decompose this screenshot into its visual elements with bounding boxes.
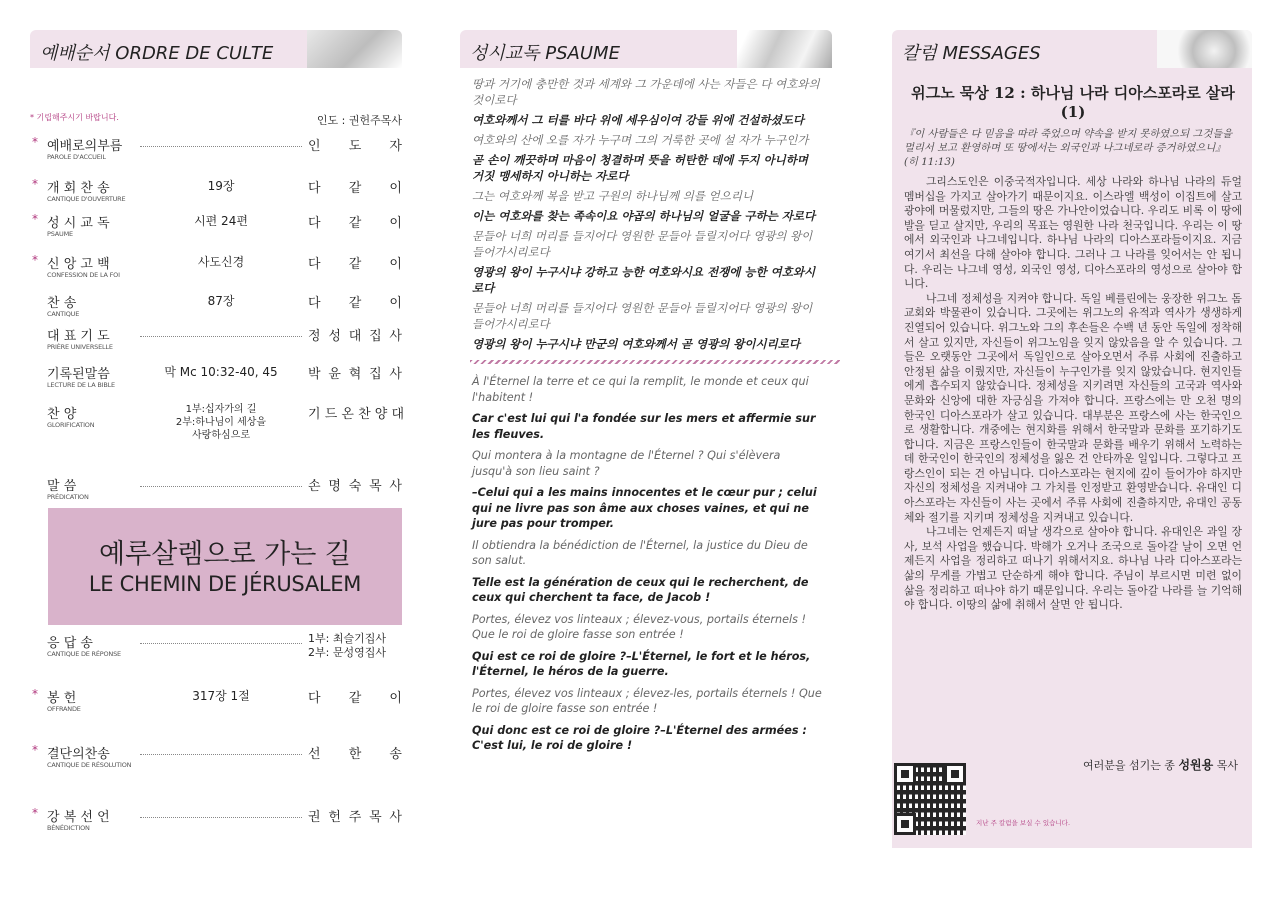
order-item-french: CONFESSION DE LA FOI xyxy=(47,271,120,279)
psalm-korean xyxy=(460,68,832,352)
order-item-french: PRIÈRE UNIVERSELLE xyxy=(47,343,113,351)
psalm-verse-leader: Qui montera à la montagne de l'Éternel ? Qui s'élèvera jusqu'à son lieu saint ? xyxy=(472,449,781,478)
sermon-title-banner xyxy=(48,508,402,625)
stand-star-icon: * xyxy=(32,135,38,149)
qr-corner xyxy=(894,813,916,835)
order-item-name: 신 앙 고 백 xyxy=(47,257,110,272)
psaume-header-title: 성시교독 PSAUME xyxy=(470,43,620,64)
book-photo-image xyxy=(737,30,832,68)
qr-note: 지난 주 칼럼을 보실 수 있습니다. xyxy=(976,819,1071,827)
messages-column xyxy=(892,30,1252,848)
psaume-column xyxy=(460,30,832,760)
order-item-person: 다 같 이 xyxy=(308,257,402,272)
psalm-verse-leader: À l'Éternel la terre et ce qui la remplit, le monde et ceux qui l'habitent ! xyxy=(472,375,809,404)
messages-header-title: 칼럼 MESSAGES xyxy=(902,43,1041,64)
order-item-person: 다 같 이 xyxy=(308,181,402,196)
stand-star-icon: * xyxy=(32,253,38,267)
messages-header xyxy=(892,30,1252,68)
order-item-detail: 19장 xyxy=(140,177,302,194)
psalm-verse-leader: Portes, élevez vos linteaux ; élevez-les, portails éternels ! Que le roi de gloire fasse son entrée ! xyxy=(472,686,822,715)
order-item-french: PRÉDICATION xyxy=(47,493,89,501)
psalm-verse-leader: 그는 여호와께 복을 받고 구원의 하나님께 의를 얻으리니 xyxy=(472,189,754,203)
order-item-french: CANTIQUE DE RÉSOLUTION xyxy=(47,761,132,769)
order-item-detail: 막 Mc 10:32-40, 45 xyxy=(140,363,302,380)
sermon-title-korean: 예루살렘으로 가는 길 xyxy=(99,539,351,570)
message-title: 위그노 묵상 12 : 하나님 나라 디아스포라로 살라 (1) xyxy=(911,84,1235,121)
leader-dots xyxy=(140,146,302,147)
teacup-photo-image xyxy=(1157,30,1252,68)
order-item-detail: 317장 1절 xyxy=(140,687,302,704)
order-item-person: 정 성 대 집 사 xyxy=(308,329,402,344)
order-item-name: 봉 헌 xyxy=(47,691,77,706)
psalm-verse-response: Qui donc est ce roi de gloire ?–L'Éternel des armées : C'est lui, le roi de gloire ! xyxy=(472,723,807,752)
order-item-french: LECTURE DE LA BIBLE xyxy=(47,381,115,389)
order-item-detail: 1부:십자가의 길 2부:하나님이 세상을 사랑하심으로 xyxy=(140,403,302,442)
message-paragraph: 그리스도인은 이중국적자입니다. 세상 나라와 하나님 나라의 듀얼 멤버십을 가지고 살아가기 때문이지요. 이스라엘 백성이 이집트에 살고 광야에 머물렀지만, 그들의 땅은 가나안이었습니다. 우리도 비록 이 땅에 발을 딛고 살지만, 우리의 목표는 영원한 나라 천국입니다. 우리는 이 땅에서 외국인과 나그네입니다. 하나님 나라의 디아스포라들이지요. 지금 여기서 최선을 다해 살아야 합니다. 그러나 그 나라를 잊어서는 안 됩니다. 우리는 나그네 영성, 외국인 영성, 디아스포라의 영성으로 살아야 합니다. xyxy=(904,175,1242,291)
cross-photo-image xyxy=(307,30,402,68)
order-item-french: CANTIQUE D'OUVERTURE xyxy=(47,195,126,203)
message-quote: 『이 사람들은 다 믿음을 따라 죽었으며 약속을 받지 못하였으되 그것들을 멀리서 보고 환영하며 또 땅에서는 외국인과 나그네로라 증거하였으니』 (히 11:13) xyxy=(904,128,1233,168)
signature-suffix: 목사 xyxy=(1216,759,1238,772)
psalm-verse-response: 영광의 왕이 누구시냐 만군의 여호와께서 곧 영광의 왕이시리로다 xyxy=(472,337,800,351)
stand-star-icon: * xyxy=(32,177,38,191)
message-paragraph: 나그네 정체성을 지켜야 합니다. 독일 베를린에는 웅장한 위그노 돔 교회와 박물관이 있습니다. 그곳에는 위그노의 유적과 역사가 생생하게 진열되어 있습니다. 위그노와 그의 후손들은 수백 년 동안 독일에 정착해서 살고 있지만, 자신들이 위그노임을 잊지 않았음을 알 수 있습니다. 그들은 오랫동안 그곳에서 독일인으로 살아오면서 주류 사회에 진출하고 안정된 삶을 이뤘지만, 자신들이 누구인가를 잊지 않았습니다. 현지인들에게 흡수되지 않았습니다. 정체성을 지키려면 자신들의 고국과 역사와 문화와 신앙에 대한 자긍심을 가져야 합니다. 프랑스에는 만 오천 명의 한국인 디아스포라가 살고 있습니다. 대부분은 프랑스에 사는 한국인으로 생활합니다. 개중에는 현지화를 위해서 한국말과 문화를 포기하기도 합니다. 지금은 프랑스인들이 한국말과 문화를 배우기 위해서 노력하는데 한국인이 한국인의 정체성을 잃은 건 안타까운 일입니다. 그렇다고 프랑스인이 되는 건 아닙니다. 디아스포라는 현지에 깊이 들어가야 하지만 자신의 정체성을 지켜내야 그 가치를 인정받고 환영받습니다. 유대인 디아스포라는 자신들이 사는 곳에서 주류 사회에 진출하지만, 유대인 공동체와 절기를 지키며 정체성을 지켜내고 있습니다. xyxy=(904,291,1242,524)
psalm-verse-response: –Celui qui a les mains innocentes et le cœur pur ; celui qui ne livre pas son âme aux choses vaines, et qui ne jure pas pour tromper. xyxy=(472,486,817,530)
leader-dots xyxy=(140,754,302,755)
stand-note: * 기립해주시기 바랍니다. xyxy=(30,113,119,122)
leader-dots xyxy=(140,336,302,337)
qr-corner xyxy=(944,763,966,785)
order-item-name: 대 표 기 도 xyxy=(47,329,110,344)
order-item-name: 말 씀 xyxy=(47,479,77,494)
order-item-french: CANTIQUE DE RÉPONSE xyxy=(47,650,121,658)
order-item-person: 다 같 이 xyxy=(308,691,402,706)
psalm-verse-response: 영광의 왕이 누구시냐 강하고 능한 여호와시요 전쟁에 능한 여호와시로다 xyxy=(472,265,816,295)
psalm-verse-response: 이는 여호와를 찾는 족속이요 야곱의 하나님의 얼굴을 구하는 자로다 xyxy=(472,209,816,223)
psalm-french xyxy=(460,374,832,754)
order-item-person: 박 윤 혁 집 사 xyxy=(308,367,402,382)
psalm-verse-response: Telle est la génération de ceux qui le recherchent, de ceux qui cherchent ta face, de Jacob ! xyxy=(472,575,809,604)
psalm-verse-leader: 여호와의 산에 오를 자가 누구며 그의 거룩한 곳에 설 자가 누구인가 xyxy=(472,133,809,147)
order-item-name: 강 복 선 언 xyxy=(47,810,110,825)
order-item-person: 다 같 이 xyxy=(308,296,402,311)
psalm-verse-response: 곧 손이 깨끗하며 마음이 청결하며 뜻을 허탄한 데에 두지 아니하며 거짓 맹세하지 아니하는 자로다 xyxy=(472,153,808,183)
order-item-person: 선 한 송 xyxy=(308,747,402,762)
psalm-verse-response: Qui est ce roi de gloire ?–L'Éternel, le fort et le héros, l'Éternel, le héros de la guerre. xyxy=(472,649,811,678)
leader-dots xyxy=(140,643,302,644)
order-item-person: 인 도 자 xyxy=(308,139,402,154)
culte-header-title: 예배순서 ORDRE DE CULTE xyxy=(40,43,274,64)
culte-topline xyxy=(30,112,402,128)
signature-name: 성원용 xyxy=(1178,758,1214,772)
order-item-name: 찬 송 xyxy=(47,296,77,311)
order-item-french: BÉNÉDICTION xyxy=(47,824,90,832)
psaume-header xyxy=(460,30,832,68)
order-item-detail: 시편 24편 xyxy=(140,212,302,229)
order-item-french: PSAUME xyxy=(47,230,73,238)
culte-column xyxy=(30,30,405,832)
order-item-detail: 87장 xyxy=(140,292,302,309)
order-item-person: 기 드 온 찬 양 대 xyxy=(308,407,405,422)
leader-dots xyxy=(140,486,302,487)
stand-star-icon: * xyxy=(32,687,38,701)
psalm-verse-response: Car c'est lui qui l'a fondée sur les mers et affermie sur les fleuves. xyxy=(472,412,816,441)
order-item-person: 1부: 최슬기집사 2부: 문성영집사 xyxy=(308,632,386,659)
qr-corner xyxy=(894,763,916,785)
order-item-person: 다 같 이 xyxy=(308,216,402,231)
order-item-french: OFFRANDE xyxy=(47,705,81,713)
psalm-verse-leader: 문들아 너희 머리를 들지어다 영원한 문들아 들릴지어다 영광의 왕이 들어가시리로다 xyxy=(472,301,813,331)
order-item-name: 응 답 송 xyxy=(47,636,93,651)
stand-star-icon: * xyxy=(32,212,38,226)
order-item-french: CANTIQUE xyxy=(47,310,80,318)
order-item-name: 결단의찬송 xyxy=(47,747,110,762)
order-item-french: GLORIFICATION xyxy=(47,421,95,429)
message-box xyxy=(892,68,1252,848)
order-item-name: 성 시 교 독 xyxy=(47,216,110,231)
order-item-detail: 사도신경 xyxy=(140,253,302,270)
qr-code[interactable] xyxy=(894,763,966,835)
psalm-verse-leader: Il obtiendra la bénédiction de l'Éternel, la justice du Dieu de son salut. xyxy=(472,538,808,567)
order-item-name: 기록된말씀 xyxy=(47,367,110,382)
psalm-verse-leader: 문들아 너희 머리를 들지어다 영원한 문들아 들릴지어다 영광의 왕이 들어가시리로다 xyxy=(472,229,813,259)
leader-dots xyxy=(140,817,302,818)
sermon-title-french: LE CHEMIN DE JÉRUSALEM xyxy=(88,572,362,596)
signature-prefix: 여러분을 섬기는 종 xyxy=(1082,759,1175,772)
culte-header xyxy=(30,30,402,68)
psalm-verse-leader: 땅과 거기에 충만한 것과 세계와 그 가운데에 사는 자들은 다 여호와의 것이로다 xyxy=(472,77,820,107)
order-item-name: 찬 양 xyxy=(47,407,77,422)
order-item-person: 손 명 숙 목 사 xyxy=(308,479,402,494)
order-item-person: 권 헌 주 목 사 xyxy=(308,810,402,825)
message-paragraph: 나그네는 언제든지 떠날 생각으로 살아야 합니다. 유대인은 과일 장사, 보석 사업을 했습니다. 박해가 오거나 조국으로 돌아갈 날이 오면 언제든지 사업을 정리하고 떠나기 위해서지요. 하나님 나라 디아스포라는 삶의 무게를 가볍고 단순하게 해야 합니다. 주님이 부르시면 미련 없이 삶을 정리하고 떠나야 하기 때문입니다. 우리는 돌아갈 나라를 늘 기억해야 합니다. 이땅의 삶에 취해서 살면 안 됩니다. xyxy=(904,525,1242,612)
order-item-name: 개 회 찬 송 xyxy=(47,181,110,196)
wavy-divider xyxy=(470,360,840,364)
signature xyxy=(1083,756,1238,773)
stand-star-icon: * xyxy=(32,743,38,757)
psalm-verse-response: 여호와께서 그 터를 바다 위에 세우심이여 강들 위에 건설하셨도다 xyxy=(472,113,804,127)
psalm-verse-leader: Portes, élevez vos linteaux ; élevez-vous, portails éternels ! Que le roi de gloire fasse son entrée ! xyxy=(472,612,806,641)
stand-star-icon: * xyxy=(32,806,38,820)
order-item-french: PAROLE D'ACCUEIL xyxy=(47,153,106,161)
order-item-name: 예배로의부름 xyxy=(47,139,123,154)
leader-label: 인도 : 권헌주목사 xyxy=(316,114,402,127)
